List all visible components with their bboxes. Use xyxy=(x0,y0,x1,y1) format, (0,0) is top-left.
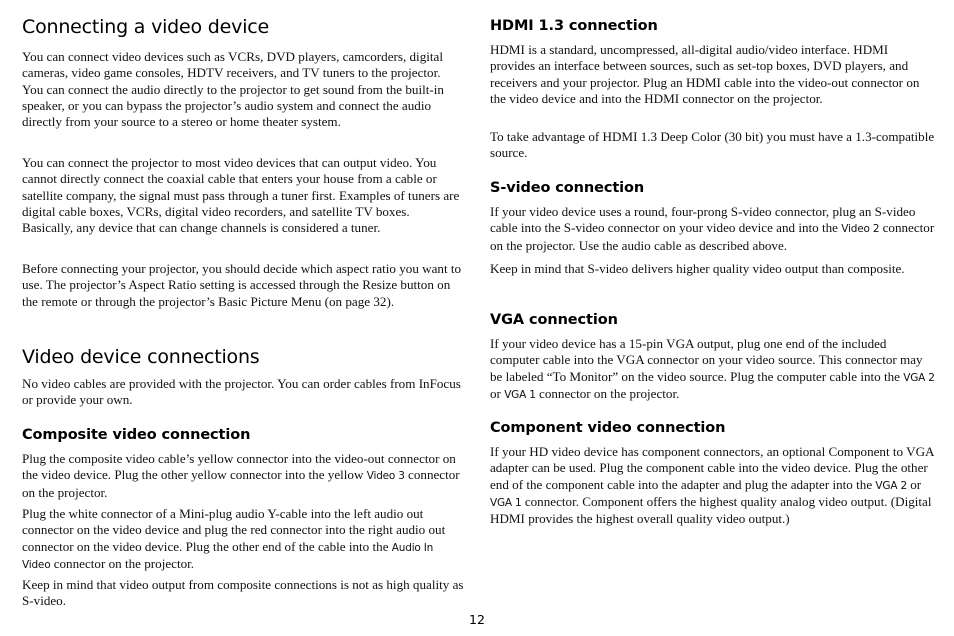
hdmi-heading: HDMI 1.3 connection xyxy=(490,18,658,34)
component-text-b: connector. Component offers the highest quality analog video output. (Digital HDMI provides the highest overall quality video output.) xyxy=(490,493,932,527)
svideo-p1-text-a: If your video device uses a round, four-prong S-video connector, plug an S-video cable into the S-video connector on your video device and into the xyxy=(490,204,916,236)
connecting-paragraph-1: You can connect video devices such as VCRs, DVD players, camcorders, digital cameras, video game consoles, HDTV receivers, and TV tuners to the projector. You can connect the audio directly to the projector to get sound from the built-in speaker, or you can bypass the projector’s audio system and connect the audio directly from your source to a stereo or home theater system. xyxy=(22,49,444,130)
composite-paragraph-1 xyxy=(22,451,464,501)
connecting-paragraph-2: You can connect the projector to most video devices that can output video. You cannot directly connect the coaxial cable that enters your house from a cable or satellite company, the signal must pass through a tuner first. Examples of tuners are digital cable boxes, VCRs, digital video recorders, and satellite TV boxes. Basically, any device that can change channels is considered a tuner. xyxy=(22,155,460,236)
component-vga-2-label: VGA 2 xyxy=(875,479,907,492)
component-or-text: or xyxy=(910,476,922,492)
svideo-p1-text-b: connector on the projector. Use the audio cable as described above. xyxy=(490,220,935,253)
hdmi-paragraph-2: To take advantage of HDMI 1.3 Deep Color (30 bit) you must have a 1.3-compatible source. xyxy=(490,129,935,161)
page-number: 12 xyxy=(469,612,485,627)
video-2-connector-label: Video 2 xyxy=(841,223,880,236)
video-connections-heading: Video device connections xyxy=(22,346,260,368)
component-text-a: If your HD video device has component connectors, an optional Component to VGA adapter can be used. Plug the component cable into the video device. Plug the other end of the component cable into the adapter and plug the adapter into the xyxy=(490,444,934,492)
vga-heading: VGA connection xyxy=(490,312,618,328)
vga-paragraph xyxy=(490,336,936,403)
svideo-paragraph-1 xyxy=(490,204,936,254)
audio-in-video-connector-label: Audio In Video xyxy=(22,541,434,571)
composite-paragraph-2 xyxy=(22,506,464,573)
vga-2-connector-label: VGA 2 xyxy=(903,371,935,384)
vga-1-connector-label: VGA 1 xyxy=(504,388,536,401)
svideo-heading: S-video connection xyxy=(490,180,645,196)
vga-text-a: If your video device has a 15-pin VGA output, plug one end of the included computer cable into the VGA connector on your video source. This connector may be labeled “To Monitor” on the video source. Plug the computer cable into the xyxy=(490,336,923,384)
svideo-paragraph-2: Keep in mind that S-video delivers higher quality video output than composite. xyxy=(490,261,905,276)
component-vga-1-label: VGA 1 xyxy=(490,496,522,509)
composite-heading: Composite video connection xyxy=(22,427,251,443)
composite-p2-text-a: Plug the white connector of a Mini-plug audio Y-cable into the left audio out connector on the video device and plug the red connector into the right audio out connector on the video device. Plug the other end of the cable into the xyxy=(22,506,446,554)
vga-or-text: or xyxy=(490,385,501,401)
vga-text-b: connector on the projector. xyxy=(539,385,680,401)
hdmi-paragraph-1: HDMI is a standard, uncompressed, all-digital audio/video interface. HDMI provides an interface between sources, such as set-top boxes, DVD players, and receivers and your projector. Plug an HDMI cable into the video-out connector on the video device and into the HDMI connector on the projector. xyxy=(490,42,920,106)
connecting-paragraph-3: Before connecting your projector, you should decide which aspect ratio you want to use. The projector’s Aspect Ratio setting is accessed through the Resize button on the remote or through the projector’s Basic Picture Menu (on page 32). xyxy=(22,261,462,309)
connecting-heading: Connecting a video device xyxy=(22,16,270,38)
composite-paragraph-3: Keep in mind that video output from composite connections is not as high quality as S-video. xyxy=(22,577,464,609)
composite-p2-text-b: connector on the projector. xyxy=(53,555,195,571)
composite-p1-text-b: connector on the projector. xyxy=(22,467,460,500)
component-heading: Component video connection xyxy=(490,420,726,436)
video-connections-paragraph: No video cables are provided with the projector. You can order cables from InFocus or provide your own. xyxy=(22,376,461,408)
component-paragraph xyxy=(490,444,936,527)
video-3-connector-label: Video 3 xyxy=(366,470,405,483)
composite-p1-text-a: Plug the composite video cable’s yellow connector into the video-out connector on the video device. Plug the other yellow connector into the yellow xyxy=(22,451,456,483)
